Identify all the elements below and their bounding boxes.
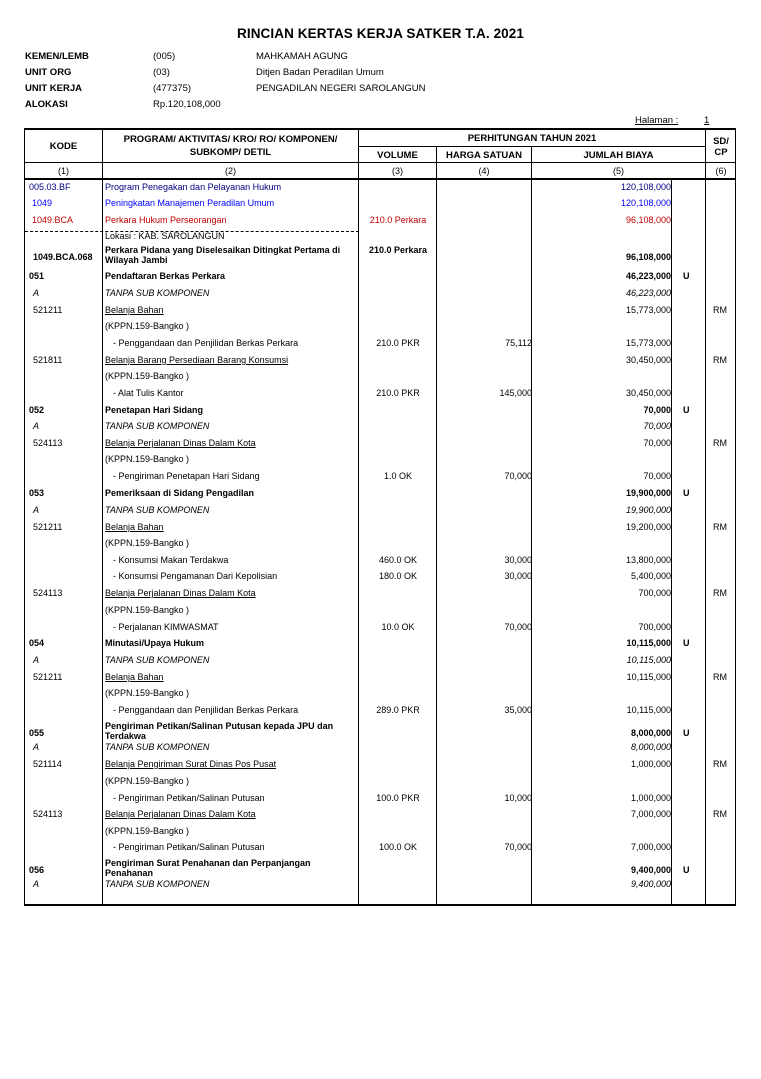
cell-harga-satuan: 75,112 — [505, 338, 532, 348]
cell-kode: 056 — [29, 865, 45, 875]
cell-jumlah-biaya: 19,200,000 — [625, 522, 671, 532]
row-divider — [25, 162, 735, 163]
col-number-4: (4) — [478, 166, 490, 176]
cell-jumlah-biaya: 700,000 — [638, 622, 671, 632]
cell-jumlah-biaya: 8,000,000 — [630, 742, 671, 752]
cell-kode: A — [33, 655, 40, 665]
cell-program: - Penggandaan dan Penjilidan Berkas Perkara — [113, 338, 299, 348]
cell-kode: A — [33, 421, 40, 431]
cell-sdcp: RM — [713, 588, 727, 598]
cell-program: Pendaftaran Berkas Perkara — [105, 271, 226, 281]
cell-sdcp: RM — [713, 759, 727, 769]
cell-program: (KPPN.159-Bangko ) — [105, 321, 190, 331]
cell-program: - Pengiriman Petikan/Salinan Putusan — [113, 842, 265, 852]
cell-program: - Pengiriman Penetapan Hari Sidang — [113, 471, 260, 481]
cell-jumlah-biaya: 120,108,000 — [620, 182, 671, 192]
meta-label: UNIT KERJA — [25, 83, 83, 94]
col-divider — [436, 146, 437, 904]
cell-kode: A — [33, 288, 40, 298]
cell-jumlah-biaya: 19,900,000 — [625, 488, 671, 498]
cell-volume: 210.0 PKR — [376, 338, 420, 348]
cell-program: (KPPN.159-Bangko ) — [105, 454, 190, 464]
cell-kode: A — [33, 879, 40, 889]
meta-name: MAHKAMAH AGUNG — [256, 51, 348, 62]
cell-kode: 521114 — [33, 759, 62, 769]
cell-sdcp: RM — [713, 522, 727, 532]
cell-program: (KPPN.159-Bangko ) — [105, 371, 190, 381]
cell-harga-satuan: 10,000 — [504, 793, 532, 803]
cell-program: Minutasi/Upaya Hukum — [105, 638, 205, 648]
cell-jumlah-biaya: 96,108,000 — [625, 252, 671, 262]
header-sdcp-line1: SD/ — [713, 136, 729, 147]
header-volume: VOLUME — [377, 150, 418, 161]
cell-volume: 210.0 PKR — [376, 388, 420, 398]
cell-sdcp: RM — [713, 305, 727, 315]
cell-kode: A — [33, 742, 40, 752]
cell-program: - Penggandaan dan Penjilidan Berkas Perkara — [113, 705, 299, 715]
page-number: 1 — [704, 115, 710, 126]
cell-program: Penetapan Hari Sidang — [105, 405, 204, 415]
cell-program: Pengiriman Surat Penahanan dan Perpanjangan — [105, 858, 311, 868]
col-number-6: (6) — [715, 166, 727, 176]
cell-jumlah-biaya: 46,223,000 — [625, 288, 671, 298]
row-divider — [25, 179, 735, 180]
col-divider — [102, 130, 103, 904]
cell-program: Belanja Bahan — [105, 522, 164, 532]
meta-name: PENGADILAN NEGERI SAROLANGUN — [256, 83, 426, 94]
meta-code: Rp.120,108,000 — [153, 99, 221, 110]
cell-program: TANPA SUB KOMPONEN — [105, 655, 210, 665]
cell-kode: 521811 — [33, 355, 63, 365]
cell-kode: 1049 — [32, 198, 53, 208]
header-jumlah: JUMLAH BIAYA — [583, 150, 654, 161]
cell-jumlah-biaya: 15,773,000 — [625, 338, 671, 348]
cell-jumlah-biaya: 15,773,000 — [625, 305, 671, 315]
cell-harga-satuan: 30,000 — [504, 571, 532, 581]
cell-harga-satuan: 70,000 — [504, 842, 532, 852]
cell-jumlah-biaya: 30,450,000 — [625, 355, 671, 365]
cell-program: Belanja Perjalanan Dinas Dalam Kota — [105, 438, 256, 448]
col-number-2: (2) — [225, 166, 236, 176]
cell-program: Perkara Hukum Perseorangan — [105, 215, 227, 225]
meta-label: ALOKASI — [25, 99, 68, 110]
cell-program: Belanja Perjalanan Dinas Dalam Kota — [105, 809, 256, 819]
cell-volume: 289.0 PKR — [376, 705, 420, 715]
cell-program: TANPA SUB KOMPONEN — [105, 879, 210, 889]
cell-volume: 180.0 OK — [378, 571, 418, 581]
cell-jumlah-biaya: 7,000,000 — [630, 842, 671, 852]
cell-kode: 521211 — [33, 672, 63, 682]
cell-kode: 521211 — [33, 305, 63, 315]
cell-kode: 1049.BCA.068 — [33, 252, 93, 262]
cell-jumlah-biaya: 13,800,000 — [625, 555, 671, 565]
cell-jumlah-biaya: 1,000,000 — [630, 793, 671, 803]
cell-program: TANPA SUB KOMPONEN — [105, 505, 210, 515]
col-divider — [705, 130, 706, 904]
cell-program: - Pengiriman Petikan/Salinan Putusan — [113, 793, 265, 803]
header-program-line2: SUBKOMP/ DETIL — [189, 147, 272, 158]
col-number-1: (1) — [58, 166, 69, 176]
cell-program: TANPA SUB KOMPONEN — [105, 288, 210, 298]
cell-kode: 1049.BCA — [32, 215, 74, 225]
cell-volume: 100.0 PKR — [376, 793, 420, 803]
meta-name: Ditjen Badan Peradilan Umum — [256, 67, 384, 78]
cell-harga-satuan: 30,000 — [504, 555, 532, 565]
cell-jumlah-biaya: 120,108,000 — [620, 198, 671, 208]
cell-harga-satuan: 35,000 — [504, 705, 532, 715]
cell-program: (KPPN.159-Bangko ) — [105, 538, 190, 548]
cell-program: Peningkatan Manajemen Peradilan Umum — [105, 198, 275, 208]
cell-jumlah-biaya: 8,000,000 — [630, 728, 671, 738]
cell-volume: 210.0 Perkara — [368, 245, 428, 255]
col-divider — [531, 146, 532, 904]
cell-jumlah-biaya: 10,115,000 — [626, 655, 671, 665]
cell-jumlah-biaya: 70,000 — [643, 438, 671, 448]
cell-jumlah-biaya: 10,115,000 — [626, 638, 671, 648]
meta-label: UNIT ORG — [25, 67, 72, 78]
cell-volume: 210.0 Perkara — [369, 215, 427, 225]
cell-jumlah-biaya: 70,000 — [643, 405, 671, 415]
page-indicator — [635, 115, 710, 126]
cell-u-flag: U — [683, 488, 690, 498]
cell-program: - Konsumsi Makan Terdakwa — [113, 555, 229, 565]
cell-u-flag: U — [683, 638, 690, 648]
cell-harga-satuan: 70,000 — [504, 622, 532, 632]
cell-kode: 052 — [29, 405, 45, 415]
cell-program: Belanja Bahan — [105, 305, 164, 315]
cell-program-line2: Wilayah Jambi — [105, 255, 168, 265]
cell-program: Belanja Barang Persediaan Barang Konsumsi — [105, 355, 289, 365]
cell-u-flag: U — [683, 728, 690, 738]
cell-program: Pengiriman Petikan/Salinan Putusan kepada JPU dan — [105, 721, 334, 731]
cell-program: (KPPN.159-Bangko ) — [105, 688, 190, 698]
cell-program: TANPA SUB KOMPONEN — [105, 421, 210, 431]
cell-kode: 005.03.BF — [29, 182, 71, 192]
cell-program-line2: Terdakwa — [105, 731, 146, 741]
cell-sdcp: RM — [713, 438, 727, 448]
cell-program: - Alat Tulis Kantor — [113, 388, 184, 398]
cell-jumlah-biaya: 19,900,000 — [625, 505, 671, 515]
cell-kode: 055 — [29, 728, 45, 738]
cell-program: Program Penegakan dan Pelayanan Hukum — [105, 182, 282, 192]
cell-program: Belanja Perjalanan Dinas Dalam Kota — [105, 588, 256, 598]
meta-label: KEMEN/LEMB — [25, 51, 89, 62]
cell-kode: 524113 — [33, 438, 63, 448]
cell-jumlah-biaya: 30,450,000 — [625, 388, 671, 398]
page-label: Halaman : — [635, 115, 679, 126]
cell-u-flag: U — [683, 865, 690, 875]
cell-kode: 054 — [29, 638, 45, 648]
cell-harga-satuan: 145,000 — [499, 388, 532, 398]
cell-program: Pemeriksaan di Sidang Pengadilan — [105, 488, 255, 498]
cell-volume: 100.0 OK — [378, 842, 418, 852]
meta-code: (03) — [153, 67, 170, 78]
cell-jumlah-biaya: 96,108,000 — [625, 215, 671, 225]
cell-program: TANPA SUB KOMPONEN — [105, 742, 210, 752]
col-number-3: (3) — [392, 166, 403, 176]
cell-volume: 1.0 OK — [383, 471, 412, 481]
cell-kode: 051 — [29, 271, 45, 281]
cell-jumlah-biaya: 10,115,000 — [626, 705, 671, 715]
col-number-5: (5) — [613, 166, 624, 176]
header-sdcp-line2: CP — [714, 147, 728, 158]
cell-jumlah-biaya: 46,223,000 — [625, 271, 671, 281]
cell-program-line2: Penahanan — [105, 868, 154, 878]
meta-code: (005) — [153, 51, 176, 62]
header-harga: HARGA SATUAN — [446, 150, 522, 161]
cell-sdcp: RM — [713, 809, 727, 819]
cell-kode: A — [33, 505, 40, 515]
header-perhitungan: PERHITUNGAN TAHUN 2021 — [467, 133, 597, 144]
cell-program: (KPPN.159-Bangko ) — [105, 605, 190, 615]
cell-jumlah-biaya: 1,000,000 — [630, 759, 671, 769]
cell-u-flag: U — [683, 405, 690, 415]
cell-sdcp: RM — [713, 355, 727, 365]
cell-volume: 460.0 OK — [378, 555, 418, 565]
header-kode: KODE — [49, 141, 78, 152]
cell-program: (KPPN.159-Bangko ) — [105, 776, 190, 786]
cell-jumlah-biaya: 70,000 — [643, 421, 671, 431]
cell-sdcp: RM — [713, 672, 727, 682]
document-title: RINCIAN KERTAS KERJA SATKER T.A. 2021 — [237, 26, 524, 41]
cell-program: Lokasi : KAB. SAROLANGUN — [105, 231, 225, 241]
cell-program: Perkara Pidana yang Diselesaikan Ditingkat Pertama di — [105, 245, 341, 255]
cell-kode: 521211 — [33, 522, 63, 532]
cell-kode: 053 — [29, 488, 45, 498]
header-program-line1: PROGRAM/ AKTIVITAS/ KRO/ RO/ KOMPONEN/ — [123, 134, 338, 145]
cell-jumlah-biaya: 10,115,000 — [626, 672, 671, 682]
cell-volume: 10.0 OK — [381, 622, 415, 632]
cell-kode: 524113 — [33, 809, 63, 819]
cell-jumlah-biaya: 7,000,000 — [630, 809, 671, 819]
meta-code: (477375) — [153, 83, 192, 94]
cell-jumlah-biaya: 9,400,000 — [630, 879, 671, 889]
cell-program: Belanja Pengiriman Surat Dinas Pos Pusat — [105, 759, 277, 769]
cell-u-flag: U — [683, 271, 690, 281]
cell-jumlah-biaya: 5,400,000 — [630, 571, 671, 581]
budget-table — [24, 130, 736, 906]
cell-program: - Perjalanan KIMWASMAT — [113, 622, 219, 632]
cell-program: - Konsumsi Pengamanan Dari Kepolisian — [113, 571, 278, 581]
cell-jumlah-biaya: 9,400,000 — [630, 865, 671, 875]
cell-program: Belanja Bahan — [105, 672, 164, 682]
cell-kode: 524113 — [33, 588, 63, 598]
row-divider — [358, 146, 705, 147]
cell-program: (KPPN.159-Bangko ) — [105, 826, 190, 836]
cell-harga-satuan: 70,000 — [504, 471, 532, 481]
col-divider — [671, 179, 672, 904]
cell-jumlah-biaya: 700,000 — [638, 588, 671, 598]
cell-jumlah-biaya: 70,000 — [643, 471, 671, 481]
